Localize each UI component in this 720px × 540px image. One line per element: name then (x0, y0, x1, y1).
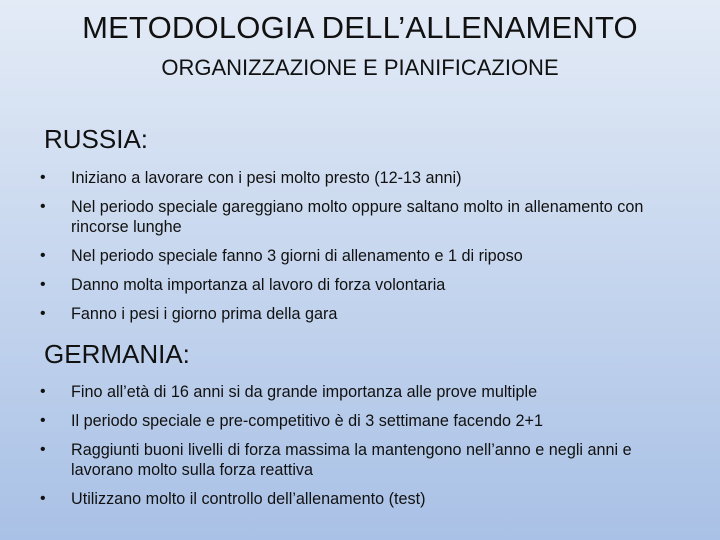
list-item: • Iniziano a lavorare con i pesi molto presto (12-13 anni) (40, 168, 680, 188)
list-item: • Raggiunti buoni livelli di forza massima la mantengono nell’anno e negli anni e lavorano molto sulla forza reattiva (40, 440, 680, 480)
section-heading-germany: GERMANIA: (44, 339, 190, 369)
list-item: • Il periodo speciale e pre-competitivo è di 3 settimane facendo 2+1 (40, 411, 680, 431)
list-item: • Fanno i pesi i giorno prima della gara (40, 304, 680, 324)
slide-title: METODOLOGIA DELL’ALLENAMENTO (82, 10, 638, 45)
list-item: • Fino all’età di 16 anni si da grande importanza alle prove multiple (40, 382, 680, 402)
bullet-list-germany (40, 382, 680, 518)
section-heading-russia: RUSSIA: (44, 124, 149, 154)
list-item: • Nel periodo speciale gareggiano molto oppure saltano molto in allenamento con rincorse lunghe (40, 197, 680, 237)
list-item: • Danno molta importanza al lavoro di forza volontaria (40, 275, 680, 295)
bullet-list-russia (40, 168, 680, 333)
slide-subtitle: ORGANIZZAZIONE E PIANIFICAZIONE (161, 55, 559, 80)
list-item: • Nel periodo speciale fanno 3 giorni di allenamento e 1 di riposo (40, 246, 680, 266)
list-item: • Utilizzano molto il controllo dell’allenamento (test) (40, 489, 680, 509)
